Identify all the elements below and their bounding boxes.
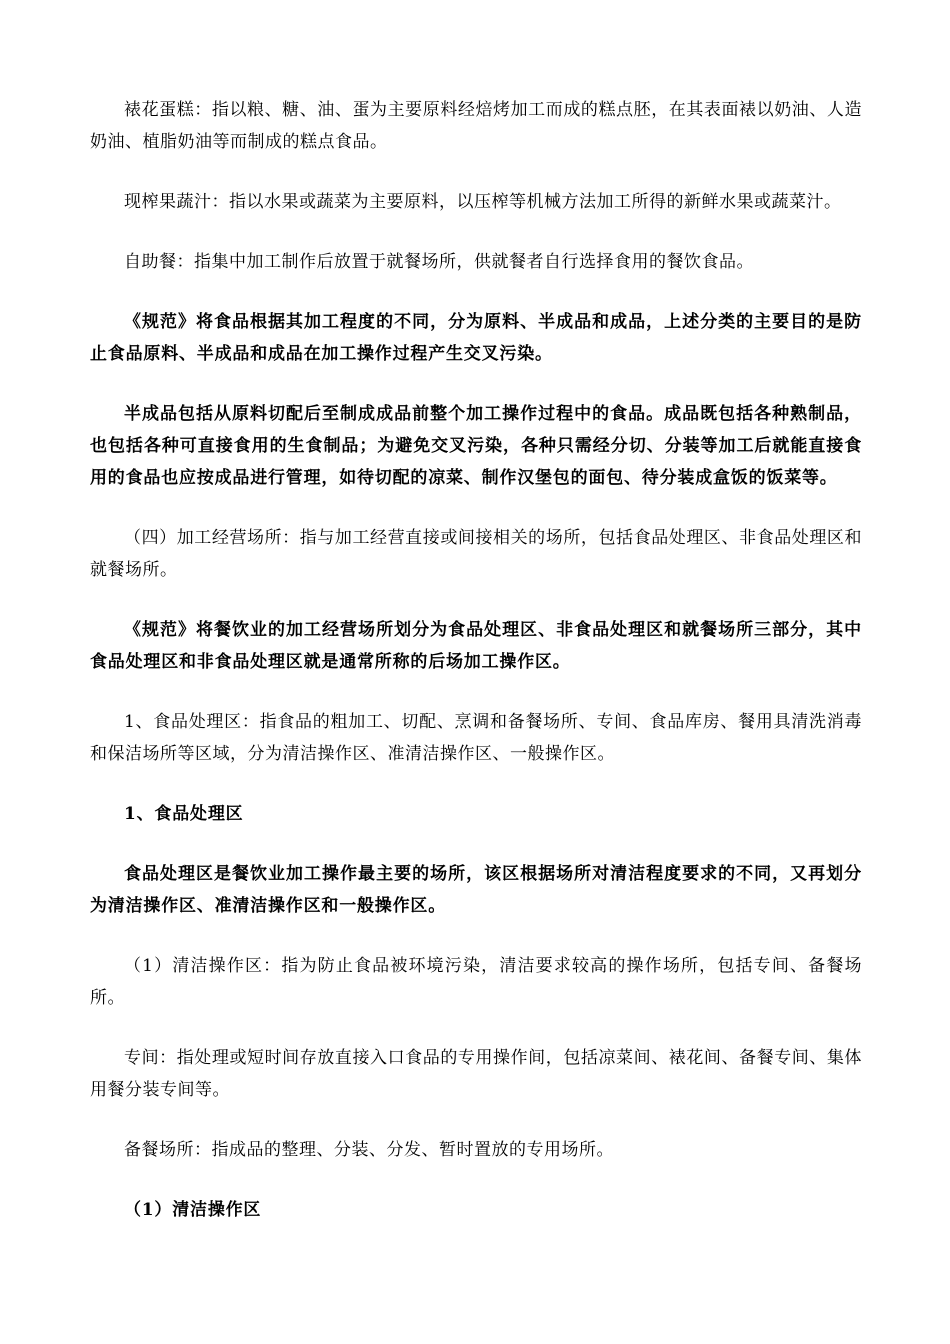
document-page (90, 94, 862, 1226)
paragraph-processing-area-explained: 食品处理区是餐饮业加工操作最主要的场所，该区根据场所对清洁程度要求的不同，又再划分为清洁操作区、准清洁操作区和一般操作区。 (90, 864, 862, 916)
paragraph-semi-finished: 半成品包括从原料切配后至制成成品前整个加工操作过程中的食品。成品既包括各种熟制品，也包括各种可直接食用的生食制品；为避免交叉污染，各种只需经分切、分装等加工后就能直接食用的食品也应按成品进行管理，如待切配的凉菜、制作汉堡包的面包、待分装成盒饭的饭菜等。 (90, 404, 862, 488)
paragraph-buffet-definition: 自助餐：指集中加工制作后放置于就餐场所，供就餐者自行选择食用的餐饮食品。 (124, 252, 754, 272)
paragraph-food-classification: 《规范》将食品根据其加工程度的不同，分为原料、半成品和成品，上述分类的主要目的是防止食品原料、半成品和成品在加工操作过程产生交叉污染。 (90, 312, 862, 364)
paragraph-cake-definition: 裱花蛋糕：指以粮、糖、油、蛋为主要原料经焙烤加工而成的糕点胚，在其表面裱以奶油、人造奶油、植脂奶油等而制成的糕点食品。 (90, 100, 862, 152)
heading-food-processing-area: 1、食品处理区 (124, 804, 244, 824)
paragraph-meal-prep-area: 备餐场所：指成品的整理、分装、分发、暂时置放的专用场所。 (124, 1140, 614, 1160)
paragraph-premises-division: 《规范》将餐饮业的加工经营场所划分为食品处理区、非食品处理区和就餐场所三部分，其中食品处理区和非食品处理区就是通常所称的后场加工操作区。 (90, 620, 862, 672)
heading-clean-operation-area: （1）清洁操作区 (124, 1200, 262, 1220)
paragraph-food-processing-area: 1、食品处理区：指食品的粗加工、切配、烹调和备餐场所、专间、食品库房、餐用具清洗消毒和保洁场所等区域，分为清洁操作区、准清洁操作区、一般操作区。 (90, 712, 862, 764)
paragraph-operating-premises: （四）加工经营场所：指与加工经营直接或间接相关的场所，包括食品处理区、非食品处理区和就餐场所。 (90, 528, 862, 580)
paragraph-special-room: 专间：指处理或短时间存放直接入口食品的专用操作间，包括凉菜间、裱花间、备餐专间、集体用餐分装专间等。 (90, 1048, 862, 1100)
paragraph-juice-definition: 现榨果蔬汁：指以水果或蔬菜为主要原料，以压榨等机械方法加工所得的新鲜水果或蔬菜汁。 (124, 192, 842, 212)
paragraph-clean-operation-area: （1）清洁操作区：指为防止食品被环境污染，清洁要求较高的操作场所，包括专间、备餐场所。 (90, 956, 862, 1008)
